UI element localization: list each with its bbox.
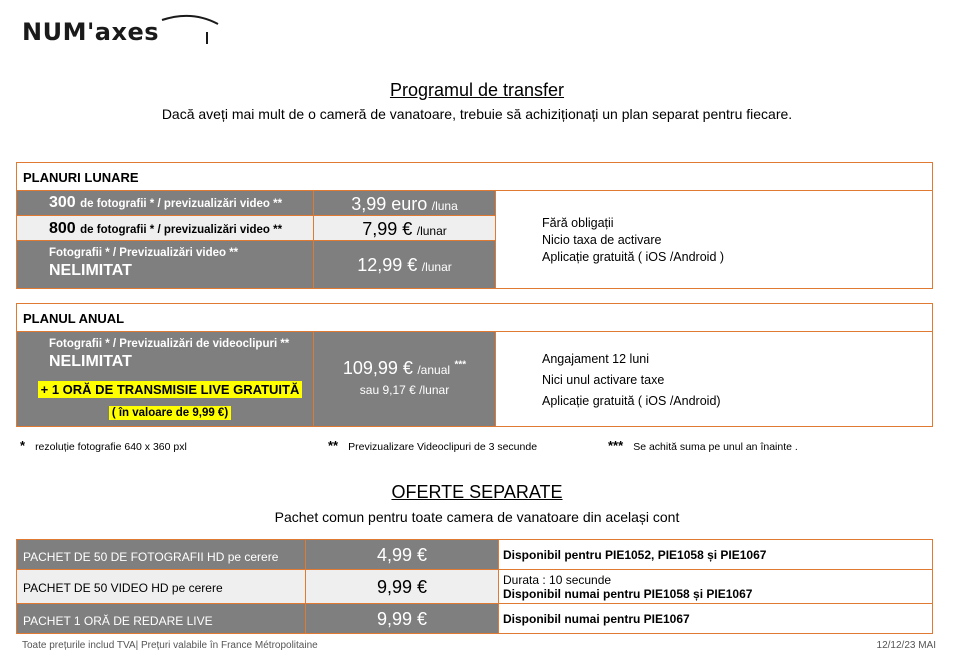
offer-row-photos <box>16 539 933 570</box>
offer-name: PACHET 1 ORĂ DE REDARE LIVE <box>17 604 305 633</box>
page-subtitle: Dacă aveți mai mult de o cameră de vanatoare, trebuie să achiziționați un plan separat pentru fiecare. <box>161 106 793 122</box>
annual-plan-label: Fotografii * / Previzualizări de videoclipuri ** NELIMITAT <box>17 332 313 426</box>
plan-800-price: 7,99 € /lunar <box>313 215 495 240</box>
feature-item: Fără obligații <box>542 216 614 230</box>
offers-title: OFERTE SEPARATE <box>391 482 563 502</box>
plan-unlimited-label: Fotografii * / Previzualizări video ** NELIMITAT <box>17 240 313 288</box>
page-title: Programul de transfer <box>389 80 565 100</box>
offer-name: PACHET DE 50 DE FOTOGRAFII HD pe cerere <box>17 540 305 569</box>
logo <box>22 14 222 48</box>
logo-text: NUM'axes <box>22 18 160 46</box>
plan-unlimited-price: 12,99 € /lunar <box>313 240 495 288</box>
feature-item: Aplicație gratuită ( iOS /Android ) <box>542 250 725 264</box>
feature-item: Nici unul activare taxe <box>542 373 665 387</box>
offers-subtitle: Pachet comun pentru toate camera de vanatoare din același cont <box>274 509 680 525</box>
footer-date: 12/12/23 MAI <box>876 640 936 651</box>
offer-price: 4,99 € <box>305 540 498 569</box>
feature-item: Aplicație gratuită ( iOS /Android) <box>542 394 721 408</box>
feature-item: Nicio taxa de activare <box>542 233 662 247</box>
offer-desc: Disponibil numai pentru PIE1067 <box>498 604 932 633</box>
monthly-plans-heading: PLANURI LUNARE <box>17 163 932 191</box>
footer-legal: Toate prețurile includ TVA| Prețuri valabile în France Métropolitaine <box>22 640 318 651</box>
annual-plan-panel <box>16 303 933 427</box>
offer-name: PACHET DE 50 VIDEO HD pe cerere <box>17 570 305 603</box>
logo-swoosh-icon <box>152 14 222 48</box>
footnote: * rezoluție fotografie 640 x 360 pxl <box>20 438 187 453</box>
plan-300-price: 3,99 euro /luna <box>313 191 495 215</box>
offer-price: 9,99 € <box>305 604 498 633</box>
plan-300-label: 300 de fotografii * / previzualizări video ** <box>17 191 313 215</box>
annual-bonus <box>29 381 311 399</box>
offer-desc: Disponibil pentru PIE1052, PIE1058 și PIE1067 <box>498 540 932 569</box>
monthly-features <box>495 191 932 288</box>
offer-row-video <box>16 569 933 604</box>
plan-800-label: 800 de fotografii * / previzualizări video ** <box>17 215 313 240</box>
offer-desc: Durata : 10 secunde Disponibil numai pentru PIE1058 și PIE1067 <box>498 570 932 603</box>
annual-bonus-value: ( în valoare de 9,99 €) <box>29 403 311 421</box>
annual-features <box>495 332 932 426</box>
live-bonus-badge: + 1 ORĂ DE TRANSMISIE LIVE GRATUITĂ <box>38 381 303 398</box>
offer-price: 9,99 € <box>305 570 498 603</box>
footnote: ** Previzualizare Videoclipuri de 3 secunde <box>328 438 538 453</box>
annual-plan-heading: PLANUL ANUAL <box>17 304 932 332</box>
offer-row-live <box>16 603 933 634</box>
feature-item: Angajament 12 luni <box>542 352 650 366</box>
footnote: *** Se achită suma pe unul an înainte . <box>608 438 798 453</box>
monthly-plans-panel <box>16 162 933 289</box>
annual-plan-price: 109,99 € /anual *** sau 9,17 € /lunar <box>313 332 495 426</box>
